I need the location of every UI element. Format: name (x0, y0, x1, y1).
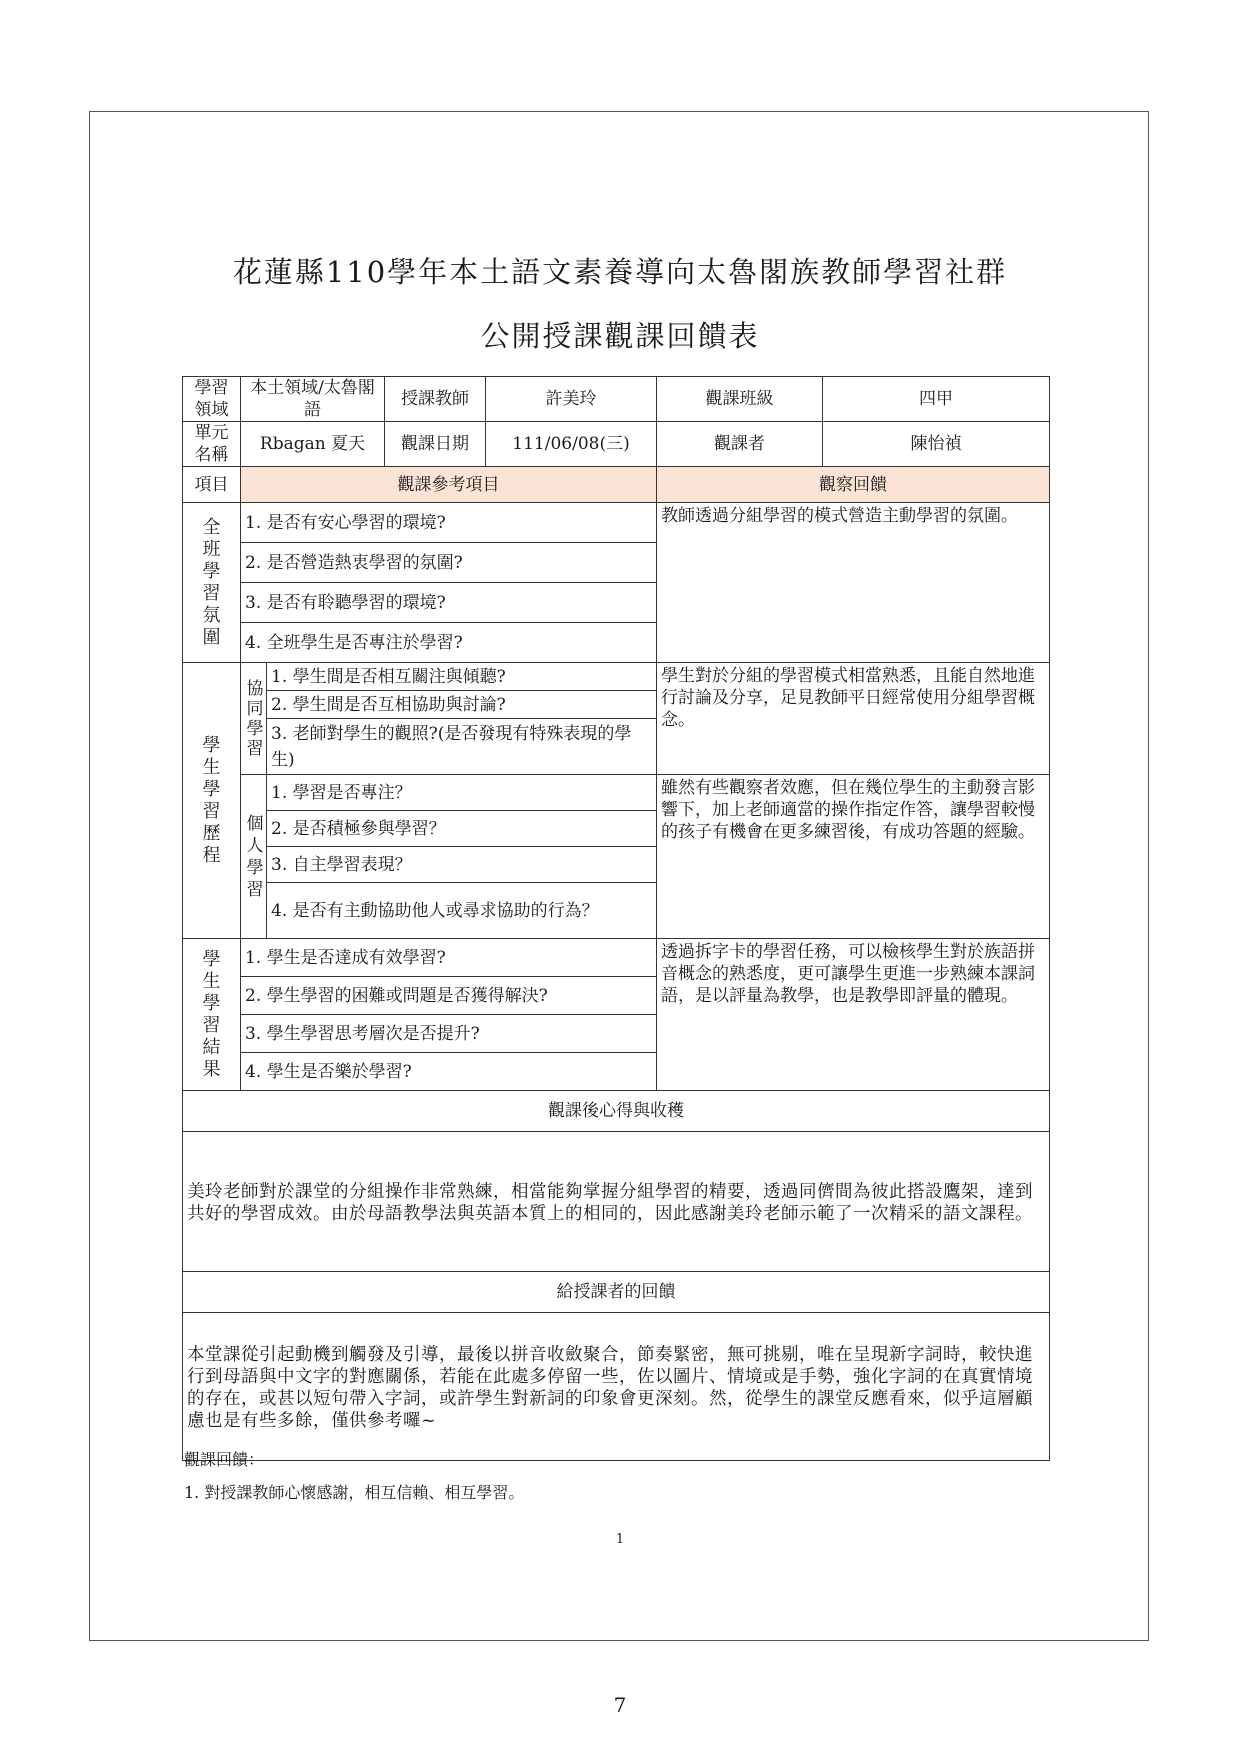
outer-page-number: 7 (613, 1693, 627, 1717)
indiv-item-4: 4. 是否有主動協助他人或尋求協助的行為？ (267, 883, 657, 939)
footer-label: 觀課回饋： (184, 1450, 265, 1469)
to-teacher-text: 本堂課從引起動機到觸發及引導，最後以拼音收斂聚合，節奏緊密，無可挑剔，唯在呈現新字詞時，較快進行到母語與中文字的對應關係，若能在此處多停留一些，佐以圖片、情境或是手勢，強化字詞的在真實情境的存在，或甚以短句帶入字詞，或許學生對新詞的印象會更深刻。然，從學生的課堂反應看來，似乎這層顧慮也是有些多餘，僅供參考囉~ (183, 1313, 1050, 1461)
result-item-2: 2. 學生學習的困難或問題是否獲得解決? (241, 977, 657, 1015)
reflection-title-row (183, 1091, 1050, 1132)
date-label: 觀課日期 (385, 422, 486, 467)
header-row (183, 467, 1050, 503)
indiv-item-2: 2. 是否積極參與學習？ (267, 811, 657, 847)
collab-item-3: 3. 老師對學生的觀照?(是否發現有特殊表現的學生) (267, 719, 657, 775)
teacher-value: 許美玲 (486, 377, 657, 422)
collab-item-1: 1. 學生間是否相互關注與傾聽? (267, 663, 657, 691)
class-label: 觀課班級 (657, 377, 823, 422)
class-value: 四甲 (823, 377, 1050, 422)
collab-feedback: 學生對於分組的學習模式相當熟悉，且能自然地進行討論及分享，足見教師平日經常使用分組學習概念。 (657, 663, 1050, 775)
to-teacher-text-row (183, 1313, 1050, 1461)
whole-class-item-2: 2. 是否營造熱衷學習的氛圍? (241, 543, 657, 583)
indiv-row-1 (183, 775, 1050, 811)
indiv-item-1: 1. 學習是否專注？ (267, 775, 657, 811)
collab-item-2: 2. 學生間是否互相協助與討論? (267, 691, 657, 719)
header-feedback: 觀察回饋 (657, 467, 1050, 503)
result-row-1 (183, 939, 1050, 977)
to-teacher-title: 給授課者的回饋 (183, 1272, 1050, 1313)
result-label: 學生學習結果 (183, 939, 241, 1091)
footer-item-1: 1. 對授課教師心懷感謝，相互信賴、相互學習。 (184, 1483, 525, 1502)
result-item-4: 4. 學生是否樂於學習? (241, 1053, 657, 1091)
unit-label: 單元名稱 (183, 422, 241, 467)
reflection-title: 觀課後心得與收穫 (183, 1091, 1050, 1132)
form-title-line1: 花蓮縣110學年本土語文素養導向太魯閣族教師學習社群 (232, 255, 1008, 289)
info-row-2 (183, 422, 1050, 467)
header-item: 項目 (183, 467, 241, 503)
whole-class-label: 全班學習氛圍 (183, 503, 241, 663)
observer-value: 陳怡禎 (823, 422, 1050, 467)
reflection-text-row (183, 1132, 1050, 1272)
domain-label: 學習領域 (183, 377, 241, 422)
indiv-feedback: 雖然有些觀察者效應，但在幾位學生的主動發言影響下，加上老師適當的操作指定作答，讓學習較慢的孩子有機會在更多練習後，有成功答題的經驗。 (657, 775, 1050, 939)
indiv-item-3: 3. 自主學習表現？ (267, 847, 657, 883)
inner-page-number: 1 (615, 1532, 625, 1547)
collab-label: 協同學習 (241, 663, 267, 775)
date-value: 111/06/08(三) (486, 422, 657, 467)
whole-class-item-3: 3. 是否有聆聽學習的環境? (241, 583, 657, 623)
info-row-1 (183, 377, 1050, 422)
observation-form-table (182, 376, 1050, 1461)
indiv-label: 個人學習 (241, 775, 267, 939)
result-item-1: 1. 學生是否達成有效學習? (241, 939, 657, 977)
to-teacher-title-row (183, 1272, 1050, 1313)
form-title-line2: 公開授課觀課回饋表 (480, 319, 760, 353)
whole-class-feedback: 教師透過分組學習的模式營造主動學習的氛圍。 (657, 503, 1050, 663)
unit-value: Rbagan 夏天 (241, 422, 385, 467)
observer-label: 觀課者 (657, 422, 823, 467)
header-reference: 觀課參考項目 (241, 467, 657, 503)
teacher-label: 授課教師 (385, 377, 486, 422)
reflection-text: 美玲老師對於課堂的分組操作非常熟練，相當能夠掌握分組學習的精要，透過同儕間為彼此搭設鷹架，達到共好的學習成效。由於母語教學法與英語本質上的相同的，因此感謝美玲老師示範了一次精采的語文課程。 (183, 1132, 1050, 1272)
whole-class-item-1: 1. 是否有安心學習的環境? (241, 503, 657, 543)
whole-class-row-1 (183, 503, 1050, 543)
result-feedback: 透過拆字卡的學習任務，可以檢核學生對於族語拼音概念的熟悉度，更可讓學生更進一步熟練本課詞語，是以評量為教學，也是教學即評量的體現。 (657, 939, 1050, 1091)
domain-value: 本土領域/太魯閣語 (241, 377, 385, 422)
process-label: 學生學習歷程 (183, 663, 241, 939)
collab-row-1 (183, 663, 1050, 691)
whole-class-item-4: 4. 全班學生是否專注於學習? (241, 623, 657, 663)
result-item-3: 3. 學生學習思考層次是否提升? (241, 1015, 657, 1053)
